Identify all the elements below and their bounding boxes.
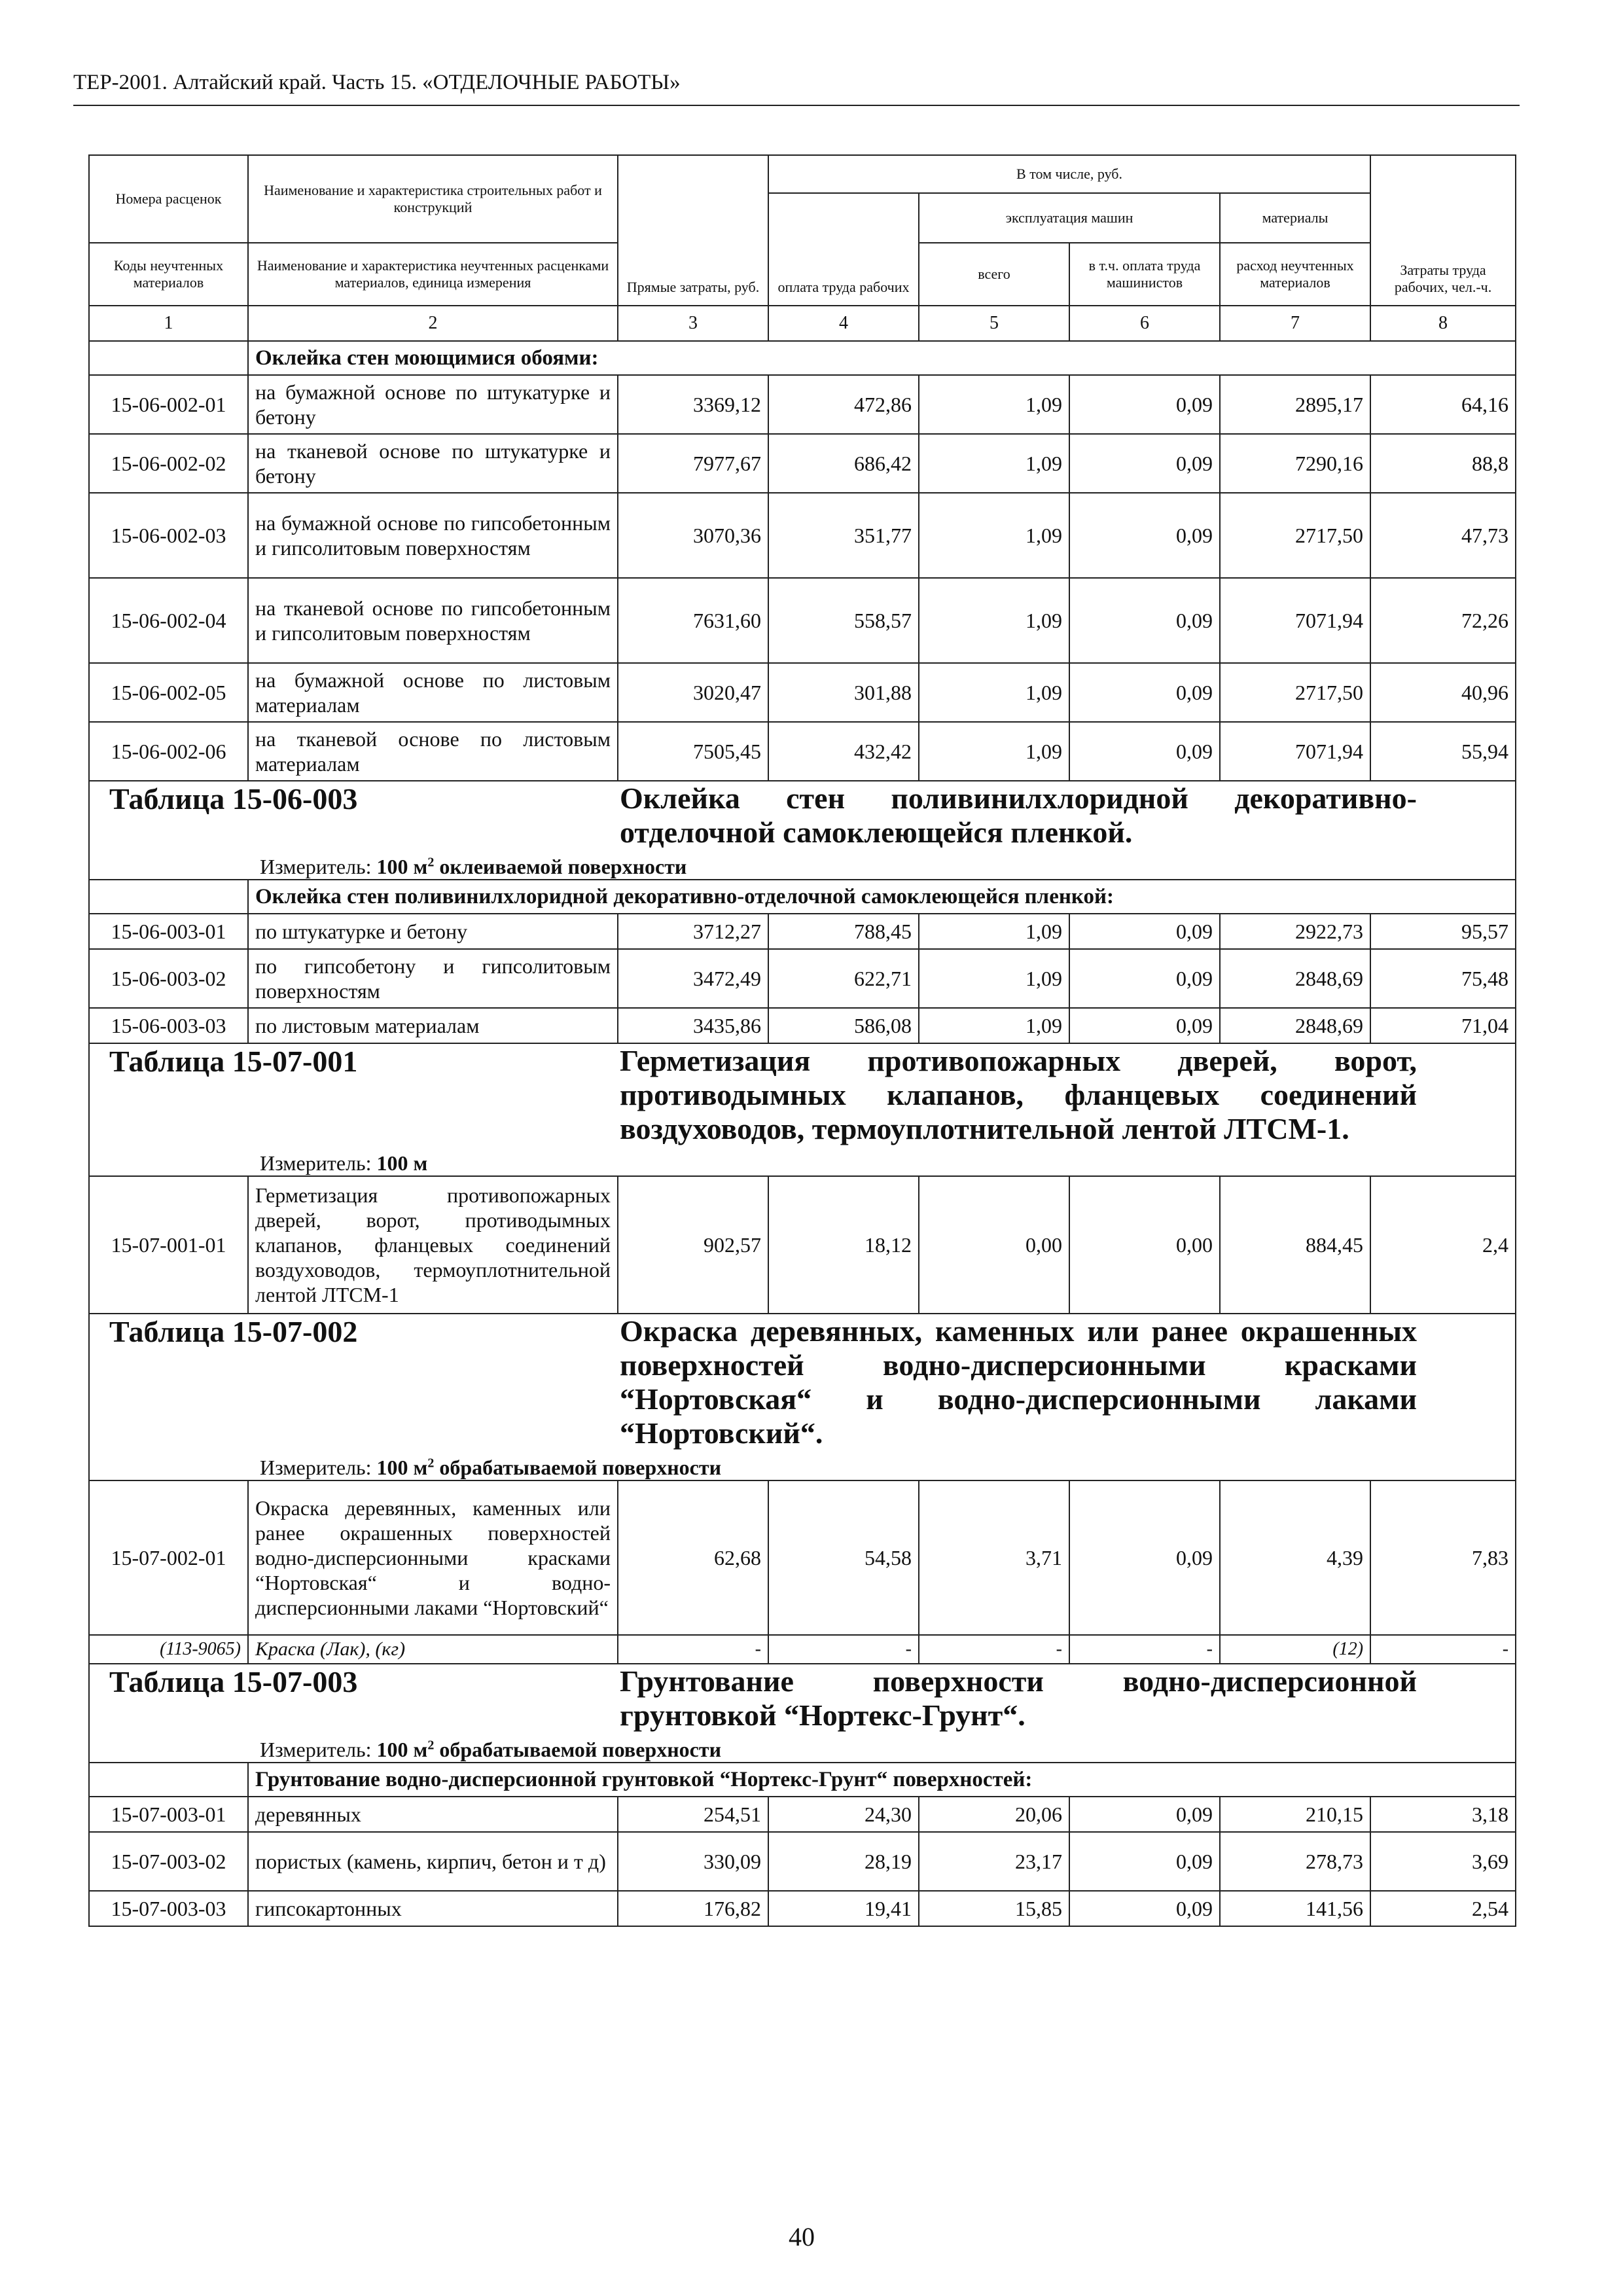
- rates-table: [88, 154, 1516, 1927]
- table-label: Таблица 15-07-003: [109, 1665, 358, 1698]
- cell-machinists: 0,09: [1069, 1797, 1220, 1832]
- table-name: Грунтование поверхности водно-дисперсионной грунтовкой “Нортекс-Грунт“.: [620, 1664, 1417, 1732]
- rate-name: на тканевой основе по листовым материалам: [248, 722, 618, 781]
- cell-direct: 330,09: [618, 1832, 768, 1891]
- measure-unit: Измеритель: 100 $м^2$ обрабатываемой поверхности: [260, 1738, 721, 1761]
- cell-direct: 62,68: [618, 1480, 768, 1635]
- table-row: [89, 1797, 1516, 1832]
- rate-code: 15-06-003-03: [89, 1008, 248, 1043]
- cell-machines: 23,17: [919, 1832, 1069, 1891]
- table-row: [89, 1480, 1516, 1635]
- rate-name: гипсокартонных: [248, 1891, 618, 1926]
- rate-name: на бумажной основе по листовым материалам: [248, 663, 618, 722]
- cell-hours: 7,83: [1370, 1480, 1516, 1635]
- cell-labor: 432,42: [768, 722, 919, 781]
- cell-direct: 3070,36: [618, 493, 768, 578]
- cell-materials: 7290,16: [1220, 434, 1370, 493]
- rate-code: 15-06-002-06: [89, 722, 248, 781]
- table-label: Таблица 15-07-002: [109, 1315, 358, 1348]
- rate-name: на бумажной основе по штукатурке и бетону: [248, 375, 618, 434]
- th-direct: Прямые затраты, руб.: [618, 155, 768, 306]
- cell-machinists: 0,09: [1069, 1832, 1220, 1891]
- col-num: 1: [89, 306, 248, 341]
- cell-direct: 902,57: [618, 1176, 768, 1314]
- cell-materials: 884,45: [1220, 1176, 1370, 1314]
- cell-machinists: 0,09: [1069, 434, 1220, 493]
- cell-materials: 2848,69: [1220, 1008, 1370, 1043]
- measure-unit: Измеритель: 100 $м^2$ оклеиваемой поверхности: [260, 855, 687, 878]
- cell-hours: 71,04: [1370, 1008, 1516, 1043]
- table-label: Таблица 15-06-003: [109, 782, 358, 816]
- rate-code: 15-06-002-03: [89, 493, 248, 578]
- cell-hours: 2,54: [1370, 1891, 1516, 1926]
- cell-hours: 64,16: [1370, 375, 1516, 434]
- rate-name: на тканевой основе по гипсобетонным и гипсолитовым поверхностям: [248, 578, 618, 663]
- table-row: [89, 1008, 1516, 1043]
- cell-machinists: 0,09: [1069, 663, 1220, 722]
- cell-labor: 558,57: [768, 578, 919, 663]
- th-machines: эксплуатация машин: [919, 193, 1220, 243]
- header-rule: [73, 105, 1520, 106]
- cell-materials: 7071,94: [1220, 578, 1370, 663]
- cell-direct: 7631,60: [618, 578, 768, 663]
- cell-hours: 3,69: [1370, 1832, 1516, 1891]
- cell-direct: 254,51: [618, 1797, 768, 1832]
- col-num: 7: [1220, 306, 1370, 341]
- th-hours: Затраты труда рабочих, чел.-ч.: [1370, 155, 1516, 306]
- cell-materials: 141,56: [1220, 1891, 1370, 1926]
- material-code: (113-9065): [89, 1635, 248, 1664]
- cell-machines: 1,09: [919, 949, 1069, 1008]
- rate-name: деревянных: [248, 1797, 618, 1832]
- column-numbers-row: [89, 306, 1516, 341]
- cell-machines: 1,09: [919, 375, 1069, 434]
- cell-hours: 40,96: [1370, 663, 1516, 722]
- cell-machines: 3,71: [919, 1480, 1069, 1635]
- cell-direct: 7977,67: [618, 434, 768, 493]
- cell-materials: 210,15: [1220, 1797, 1370, 1832]
- rate-code: 15-07-003-02: [89, 1832, 248, 1891]
- material-row: [89, 1635, 1516, 1664]
- page-header: ТЕР-2001. Алтайский край. Часть 15. «ОТДЕЛОЧНЫЕ РАБОТЫ»: [73, 71, 681, 94]
- cell-machinists: 0,09: [1069, 914, 1220, 949]
- cell-labor: 622,71: [768, 949, 919, 1008]
- table-label: Таблица 15-07-001: [109, 1045, 358, 1078]
- cell-materials: 2848,69: [1220, 949, 1370, 1008]
- cell-machines: 1,09: [919, 578, 1069, 663]
- rate-code: 15-07-002-01: [89, 1480, 248, 1635]
- th-mat-cost: расход неучтенных материалов: [1220, 243, 1370, 306]
- table-name: Оклейка стен поливинилхлоридной декоративно-отделочной самоклеющейся пленкой.: [620, 781, 1417, 849]
- th-labor: оплата труда рабочих: [768, 193, 919, 306]
- table-row: [89, 578, 1516, 663]
- cell-materials: 2717,50: [1220, 493, 1370, 578]
- rate-code: 15-07-001-01: [89, 1176, 248, 1314]
- cell-machinists: 0,09: [1069, 1008, 1220, 1043]
- table-name: Окраска деревянных, каменных или ранее окрашенных поверхностей водно-дисперсионными красками “Нортовская“ и водно-дисперсионными лаками “Нортовский“.: [620, 1314, 1417, 1450]
- measure-unit: Измеритель: 100 м: [260, 1151, 428, 1175]
- col-num: 6: [1069, 306, 1220, 341]
- cell-machinists: 0,09: [1069, 493, 1220, 578]
- th-incl: В том числе, руб.: [768, 155, 1370, 193]
- rate-name: Окраска деревянных, каменных или ранее окрашенных поверхностей водно-дисперсионными красками “Нортовская“ и водно-дисперсионными лаками “Нортовский“: [248, 1480, 618, 1635]
- cell-machinists: -: [1069, 1635, 1220, 1664]
- table-row: [89, 1176, 1516, 1314]
- col-num: 4: [768, 306, 919, 341]
- section-title: Оклейка стен поливинилхлоридной декоративно-отделочной самоклеющейся пленкой:: [248, 880, 1516, 914]
- table-row: [89, 949, 1516, 1008]
- cell-direct: 3472,49: [618, 949, 768, 1008]
- cell-machines: 1,09: [919, 434, 1069, 493]
- cell-machines: 15,85: [919, 1891, 1069, 1926]
- cell-labor: 19,41: [768, 1891, 919, 1926]
- cell-machinists: 0,09: [1069, 1480, 1220, 1635]
- table-title-block: [89, 1664, 1516, 1763]
- cell-labor: 24,30: [768, 1797, 919, 1832]
- cell-machines: 1,09: [919, 914, 1069, 949]
- table-name: Герметизация противопожарных дверей, ворот, противодымных клапанов, фланцевых соединений воздуховодов, термоуплотнительной лентой ЛТСМ-1.: [620, 1044, 1417, 1145]
- rate-code: 15-06-002-02: [89, 434, 248, 493]
- col-num: 3: [618, 306, 768, 341]
- cell-labor: -: [768, 1635, 919, 1664]
- cell-machines: 1,09: [919, 493, 1069, 578]
- cell-direct: 3369,12: [618, 375, 768, 434]
- cell-machines: -: [919, 1635, 1069, 1664]
- cell-machinists: 0,09: [1069, 578, 1220, 663]
- table-row: [89, 375, 1516, 434]
- col-num: 8: [1370, 306, 1516, 341]
- cell-machinists: 0,09: [1069, 949, 1220, 1008]
- rate-name: Герметизация противопожарных дверей, ворот, противодымных клапанов, фланцевых соединений воздуховодов, термоуплотнительной лентой ЛТСМ-1: [248, 1176, 618, 1314]
- cell-labor: 351,77: [768, 493, 919, 578]
- th-incl-labor: в т.ч. оплата труда машинистов: [1069, 243, 1220, 306]
- table-row: [89, 722, 1516, 781]
- rate-name: пористых (камень, кирпич, бетон и т д): [248, 1832, 618, 1891]
- cell-labor: 54,58: [768, 1480, 919, 1635]
- cell-hours: 47,73: [1370, 493, 1516, 578]
- table-row: [89, 914, 1516, 949]
- cell-labor: 788,45: [768, 914, 919, 949]
- section-title: Оклейка стен моющимися обоями:: [248, 341, 1516, 375]
- cell-machines: 0,00: [919, 1176, 1069, 1314]
- cell-materials: (12): [1220, 1635, 1370, 1664]
- table-row: [89, 1832, 1516, 1891]
- cell-labor: 301,88: [768, 663, 919, 722]
- cell-machinists: 0,00: [1069, 1176, 1220, 1314]
- rate-name: по листовым материалам: [248, 1008, 618, 1043]
- table-row: [89, 663, 1516, 722]
- cell-direct: 176,82: [618, 1891, 768, 1926]
- rate-code: 15-06-002-04: [89, 578, 248, 663]
- table-row: [89, 434, 1516, 493]
- cell-machines: 1,09: [919, 722, 1069, 781]
- cell-machinists: 0,09: [1069, 375, 1220, 434]
- cell-materials: 4,39: [1220, 1480, 1370, 1635]
- cell-direct: -: [618, 1635, 768, 1664]
- rate-name: по штукатурке и бетону: [248, 914, 618, 949]
- rate-code: 15-06-003-01: [89, 914, 248, 949]
- cell-machinists: 0,09: [1069, 1891, 1220, 1926]
- table-title-block: [89, 1314, 1516, 1480]
- col-num: 5: [919, 306, 1069, 341]
- cell-materials: 278,73: [1220, 1832, 1370, 1891]
- measure-unit: Измеритель: 100 $м^2$ обрабатываемой поверхности: [260, 1456, 721, 1479]
- cell-labor: 28,19: [768, 1832, 919, 1891]
- cell-materials: 2895,17: [1220, 375, 1370, 434]
- cell-hours: -: [1370, 1635, 1516, 1664]
- cell-machinists: 0,09: [1069, 722, 1220, 781]
- cell-direct: 3020,47: [618, 663, 768, 722]
- cell-hours: 72,26: [1370, 578, 1516, 663]
- cell-labor: 686,42: [768, 434, 919, 493]
- table-row: [89, 1891, 1516, 1926]
- cell-hours: 55,94: [1370, 722, 1516, 781]
- rate-code: 15-06-003-02: [89, 949, 248, 1008]
- cell-labor: 18,12: [768, 1176, 919, 1314]
- rate-name: на бумажной основе по гипсобетонным и гипсолитовым поверхностям: [248, 493, 618, 578]
- rate-code: 15-06-002-01: [89, 375, 248, 434]
- table-title-block: [89, 781, 1516, 880]
- th-materials: материалы: [1220, 193, 1370, 243]
- cell-hours: 75,48: [1370, 949, 1516, 1008]
- cell-hours: 95,57: [1370, 914, 1516, 949]
- th-code2: Коды неучтенных материалов: [89, 243, 248, 306]
- cell-machines: 1,09: [919, 663, 1069, 722]
- rate-code: 15-07-003-03: [89, 1891, 248, 1926]
- th-name: Наименование и характеристика строительных работ и конструкций: [248, 155, 618, 243]
- col-num: 2: [248, 306, 618, 341]
- th-total: всего: [919, 243, 1069, 306]
- th-name2: Наименование и характеристика неучтенных расценками материалов, единица измерения: [248, 243, 618, 306]
- rate-code: 15-07-003-01: [89, 1797, 248, 1832]
- cell-direct: 3435,86: [618, 1008, 768, 1043]
- table-row: [89, 493, 1516, 578]
- cell-hours: 3,18: [1370, 1797, 1516, 1832]
- section-title: Грунтование водно-дисперсионной грунтовкой “Нортекс-Грунт“ поверхностей:: [248, 1763, 1516, 1797]
- rate-name: по гипсобетону и гипсолитовым поверхностям: [248, 949, 618, 1008]
- material-name: Краска (Лак), (кг): [248, 1635, 618, 1664]
- cell-materials: 2922,73: [1220, 914, 1370, 949]
- cell-materials: 2717,50: [1220, 663, 1370, 722]
- cell-materials: 7071,94: [1220, 722, 1370, 781]
- cell-hours: 2,4: [1370, 1176, 1516, 1314]
- cell-direct: 3712,27: [618, 914, 768, 949]
- cell-machines: 1,09: [919, 1008, 1069, 1043]
- table-title-block: [89, 1043, 1516, 1176]
- cell-direct: 7505,45: [618, 722, 768, 781]
- cell-labor: 586,08: [768, 1008, 919, 1043]
- rate-name: на тканевой основе по штукатурке и бетону: [248, 434, 618, 493]
- cell-hours: 88,8: [1370, 434, 1516, 493]
- cell-machines: 20,06: [919, 1797, 1069, 1832]
- th-code: Номера расценок: [89, 155, 248, 243]
- cell-labor: 472,86: [768, 375, 919, 434]
- page-number: 40: [789, 2222, 815, 2251]
- rate-code: 15-06-002-05: [89, 663, 248, 722]
